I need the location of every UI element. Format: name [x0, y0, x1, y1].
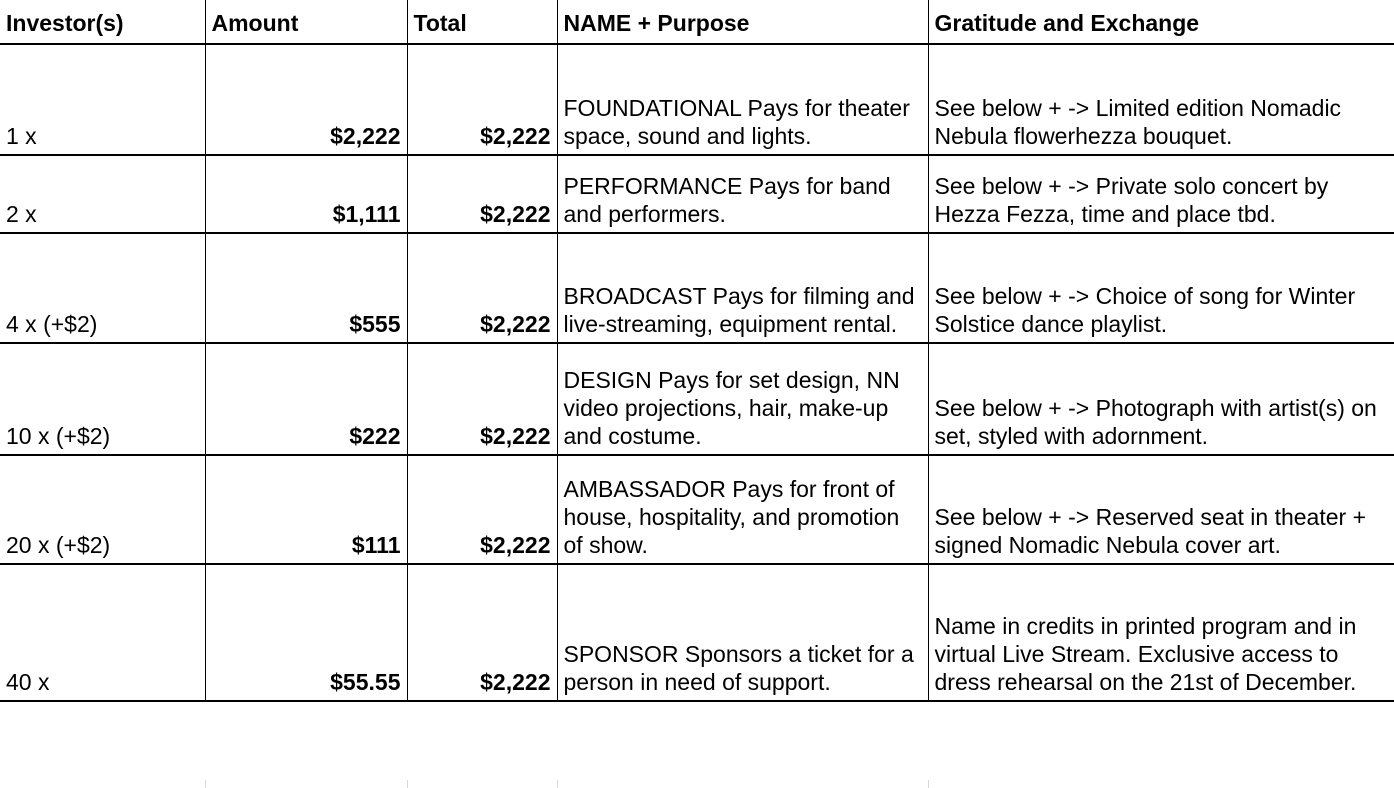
gridline [928, 780, 929, 788]
cell-investors[interactable]: 10 x (+$2) [0, 343, 205, 455]
cell-name-purpose[interactable]: AMBASSADOR Pays for front of house, hospitality, and promotion of show. [557, 455, 928, 564]
table-row [0, 564, 1394, 701]
header-investors[interactable]: Investor(s) [0, 0, 205, 44]
cell-total[interactable]: $2,222 [407, 44, 557, 155]
cell-investors[interactable]: 40 x [0, 564, 205, 701]
gridline [557, 780, 558, 788]
cell-total[interactable]: $2,222 [407, 455, 557, 564]
cell-gratitude[interactable]: See below + -> Reserved seat in theater + signed Nomadic Nebula cover art. [928, 455, 1394, 564]
cell-name-purpose[interactable]: BROADCAST Pays for filming and live-streaming, equipment rental. [557, 233, 928, 343]
cell-total[interactable]: $2,222 [407, 155, 557, 233]
header-gratitude[interactable]: Gratitude and Exchange [928, 0, 1394, 44]
gridline [407, 780, 408, 788]
cell-amount[interactable]: $55.55 [205, 564, 407, 701]
cell-gratitude[interactable]: Name in credits in printed program and in virtual Live Stream. Exclusive access to dress rehearsal on the 21st of December. [928, 564, 1394, 701]
cell-investors[interactable]: 1 x [0, 44, 205, 155]
cell-investors[interactable]: 4 x (+$2) [0, 233, 205, 343]
table-row [0, 155, 1394, 233]
cell-total[interactable]: $2,222 [407, 343, 557, 455]
table-row [0, 343, 1394, 455]
cell-investors[interactable]: 2 x [0, 155, 205, 233]
table-row [0, 455, 1394, 564]
cell-name-purpose[interactable]: SPONSOR Sponsors a ticket for a person in need of support. [557, 564, 928, 701]
cell-total[interactable]: $2,222 [407, 564, 557, 701]
cell-total[interactable]: $2,222 [407, 233, 557, 343]
table-row [0, 44, 1394, 155]
cell-name-purpose[interactable]: DESIGN Pays for set design, NN video projections, hair, make-up and costume. [557, 343, 928, 455]
cell-investors[interactable]: 20 x (+$2) [0, 455, 205, 564]
cell-amount[interactable]: $222 [205, 343, 407, 455]
cell-gratitude[interactable]: See below + -> Limited edition Nomadic Nebula flowerhezza bouquet. [928, 44, 1394, 155]
header-total[interactable]: Total [407, 0, 557, 44]
cell-name-purpose[interactable]: PERFORMANCE Pays for band and performers. [557, 155, 928, 233]
cell-gratitude[interactable]: See below + -> Choice of song for Winter Solstice dance playlist. [928, 233, 1394, 343]
gridline [205, 780, 206, 788]
cell-amount[interactable]: $111 [205, 455, 407, 564]
cell-gratitude[interactable]: See below + -> Photograph with artist(s) on set, styled with adornment. [928, 343, 1394, 455]
cell-name-purpose[interactable]: FOUNDATIONAL Pays for theater space, sound and lights. [557, 44, 928, 155]
cell-gratitude[interactable]: See below + -> Private solo concert by Hezza Fezza, time and place tbd. [928, 155, 1394, 233]
header-name-purpose[interactable]: NAME + Purpose [557, 0, 928, 44]
header-amount[interactable]: Amount [205, 0, 407, 44]
table-row [0, 233, 1394, 343]
cell-amount[interactable]: $555 [205, 233, 407, 343]
header-row [0, 0, 1394, 44]
cell-amount[interactable]: $1,111 [205, 155, 407, 233]
cell-amount[interactable]: $2,222 [205, 44, 407, 155]
